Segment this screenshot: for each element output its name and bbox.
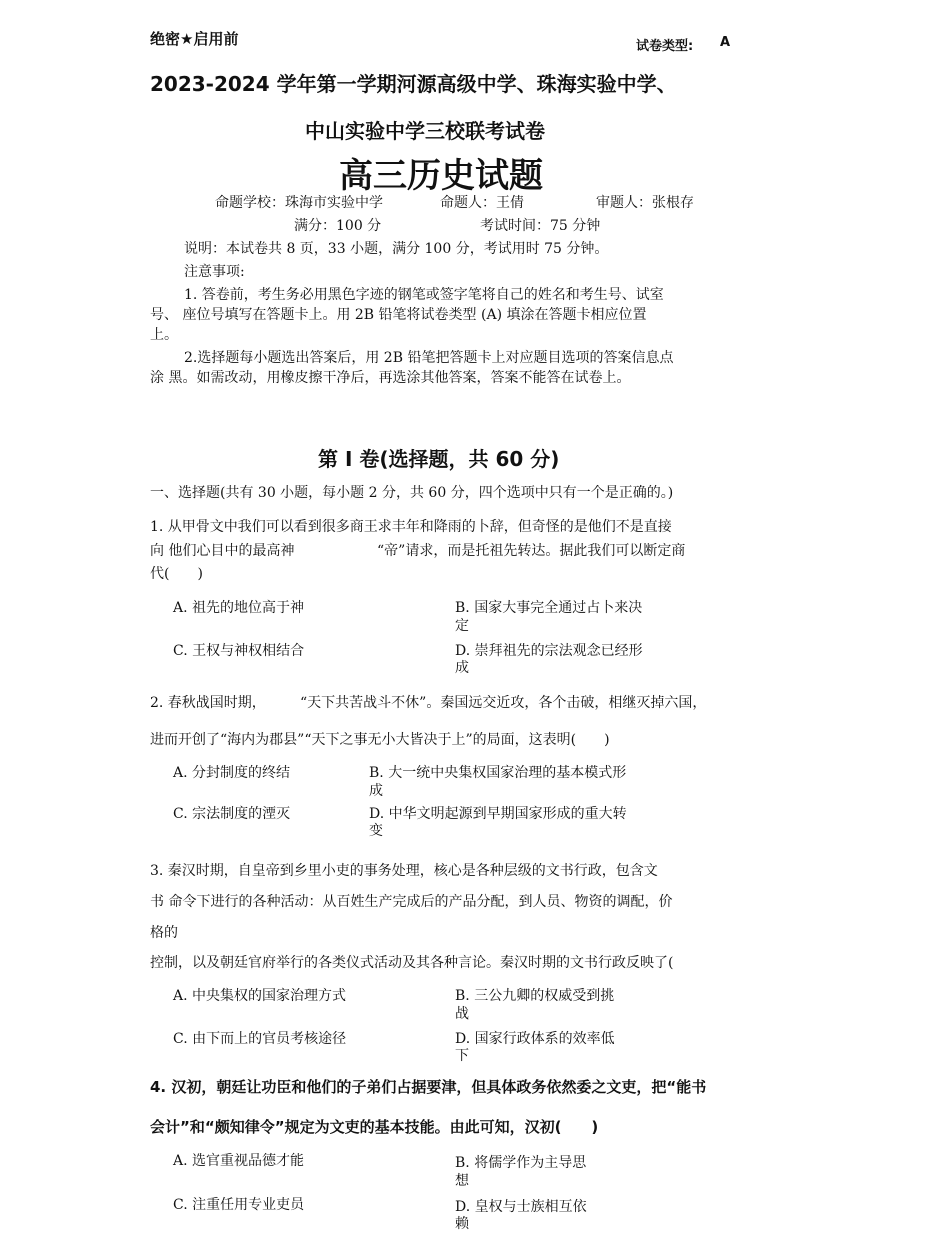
q3-option-a[interactable]: A. 中央集权的国家治理方式 <box>173 988 347 1004</box>
q2-option-c[interactable]: C. 宗法制度的湮灭 <box>173 806 291 822</box>
q3-option-d[interactable]: D. 国家行政体系的效率低 <box>455 1031 615 1047</box>
title-line-1: 2023-2024 学年第一学期河源高级中学、珠海实验中学、 <box>150 72 677 96</box>
q4-option-b[interactable]: B. 将儒学作为主导思 <box>455 1155 587 1171</box>
q2-stem-line-1a: 2. 春秋战国时期， <box>150 695 266 711</box>
notice-2-line-1: 2.选择题每小题选出答案后，用 2B 铅笔把答题卡上对应题目选项的答案信息点 <box>184 350 674 366</box>
notice-1-line-2: 号、 座位号填写在答题卡上。用 2B 铅笔将试卷类型 (A) 填涂在答题卡相应位置 <box>150 307 647 323</box>
meta-school: 命题学校：珠海市实验中学 <box>215 195 383 211</box>
q1-option-d-wrap: 成 <box>455 660 469 676</box>
paper-type-label: 试卷类型: <box>636 39 694 54</box>
meta-score: 满分：100 分 <box>294 218 382 234</box>
q1-option-b[interactable]: B. 国家大事完全通过占卜来决 <box>455 600 643 616</box>
section-title: 第 I 卷(选择题，共 60 分) <box>318 447 560 471</box>
meta-reviewer: 审题人：张根存 <box>596 195 694 211</box>
q3-stem-line-2: 书 命令下进行的各种活动：从百姓生产完成后的产品分配，到人员、物资的调配，价 <box>150 894 673 910</box>
meta-author: 命题人：王倩 <box>440 195 524 211</box>
secret-label: 绝密★启用前 <box>150 30 239 48</box>
q1-stem-line-2b: “帝”请求，而是托祖先转达。据此我们可以断定商 <box>377 543 686 559</box>
q2-option-d[interactable]: D. 中华文明起源到早期国家形成的重大转 <box>369 806 627 822</box>
q4-option-d[interactable]: D. 皇权与士族相互依 <box>455 1199 587 1215</box>
q3-option-b[interactable]: B. 三公九卿的权威受到挑 <box>455 988 615 1004</box>
section-intro: 一、选择题(共有 30 小题，每小题 2 分，共 60 分，四个选项中只有一个是正确的。) <box>150 485 674 501</box>
q4-stem-line-2: 会计”和“颇知律令”规定为文吏的基本技能。由此可知，汉初( ) <box>150 1118 599 1136</box>
q3-option-d-wrap: 下 <box>455 1048 469 1064</box>
q2-stem-line-2: 进而开创了“海内为郡县”“天下之事无小大皆决于上”的局面，这表明( ) <box>150 732 610 748</box>
meta-time: 考试时间：75 分钟 <box>480 218 601 234</box>
q3-option-b-wrap: 战 <box>455 1006 469 1022</box>
q4-option-c[interactable]: C. 注重任用专业吏员 <box>173 1197 305 1213</box>
q4-option-b-wrap: 想 <box>455 1173 469 1189</box>
notice-2-line-2: 涂 黑。如需改动，用橡皮擦干净后，再选涂其他答案，答案不能答在试卷上。 <box>150 370 631 386</box>
q3-stem-line-3: 格的 <box>150 925 178 941</box>
q3-stem-line-1: 3. 秦汉时期，自皇帝到乡里小吏的事务处理，核心是各种层级的文书行政，包含文 <box>150 863 658 879</box>
q3-stem-line-4: 控制，以及朝廷官府举行的各类仪式活动及其各种言论。秦汉时期的文书行政反映了( <box>150 955 674 971</box>
q3-option-c[interactable]: C. 由下而上的官员考核途径 <box>173 1031 347 1047</box>
title-line-2: 中山实验中学三校联考试卷 <box>305 119 545 143</box>
q2-option-a[interactable]: A. 分封制度的终结 <box>173 765 291 781</box>
q1-stem-line-1: 1. 从甲骨文中我们可以看到很多商王求丰年和降雨的卜辞，但奇怪的是他们不是直接 <box>150 519 672 535</box>
notice-1-line-3: 上。 <box>150 327 178 343</box>
q1-stem-line-2: 向 他们心目中的最高神 <box>150 543 295 559</box>
q2-stem-line-1b: “天下共苦战斗不休”。秦国远交近攻，各个击破，相继灭掉六国， <box>300 695 707 711</box>
q4-option-d-wrap: 赖 <box>455 1216 469 1232</box>
q4-stem-line-1: 4. 汉初，朝廷让功臣和他们的子弟们占据要津，但具体政务依然委之文吏，把“能书 <box>150 1078 707 1096</box>
notice-1-line-1: 1. 答卷前，考生务必用黑色字迹的钢笔或签字笔将自己的姓名和考生号、试室 <box>184 287 664 303</box>
q1-stem-line-3: 代( ) <box>150 566 203 582</box>
q1-option-d[interactable]: D. 崇拜祖先的宗法观念已经形 <box>455 643 643 659</box>
q4-option-a[interactable]: A. 选官重视品德才能 <box>173 1153 305 1169</box>
instructions-desc: 说明：本试卷共 8 页，33 小题，满分 100 分，考试用时 75 分钟。 <box>184 241 609 257</box>
q2-option-b[interactable]: B. 大一统中央集权国家治理的基本模式形 <box>369 765 627 781</box>
q1-option-b-wrap: 定 <box>455 618 469 634</box>
q2-option-d-wrap: 变 <box>369 823 383 839</box>
page-title: 高三历史试题 <box>339 156 543 196</box>
q1-option-c[interactable]: C. 王权与神权相结合 <box>173 643 305 659</box>
q1-option-a[interactable]: A. 祖先的地位高于神 <box>173 600 305 616</box>
paper-type-value: A <box>720 35 731 50</box>
instructions-notice: 注意事项: <box>184 264 245 280</box>
q2-option-b-wrap: 成 <box>369 783 383 799</box>
